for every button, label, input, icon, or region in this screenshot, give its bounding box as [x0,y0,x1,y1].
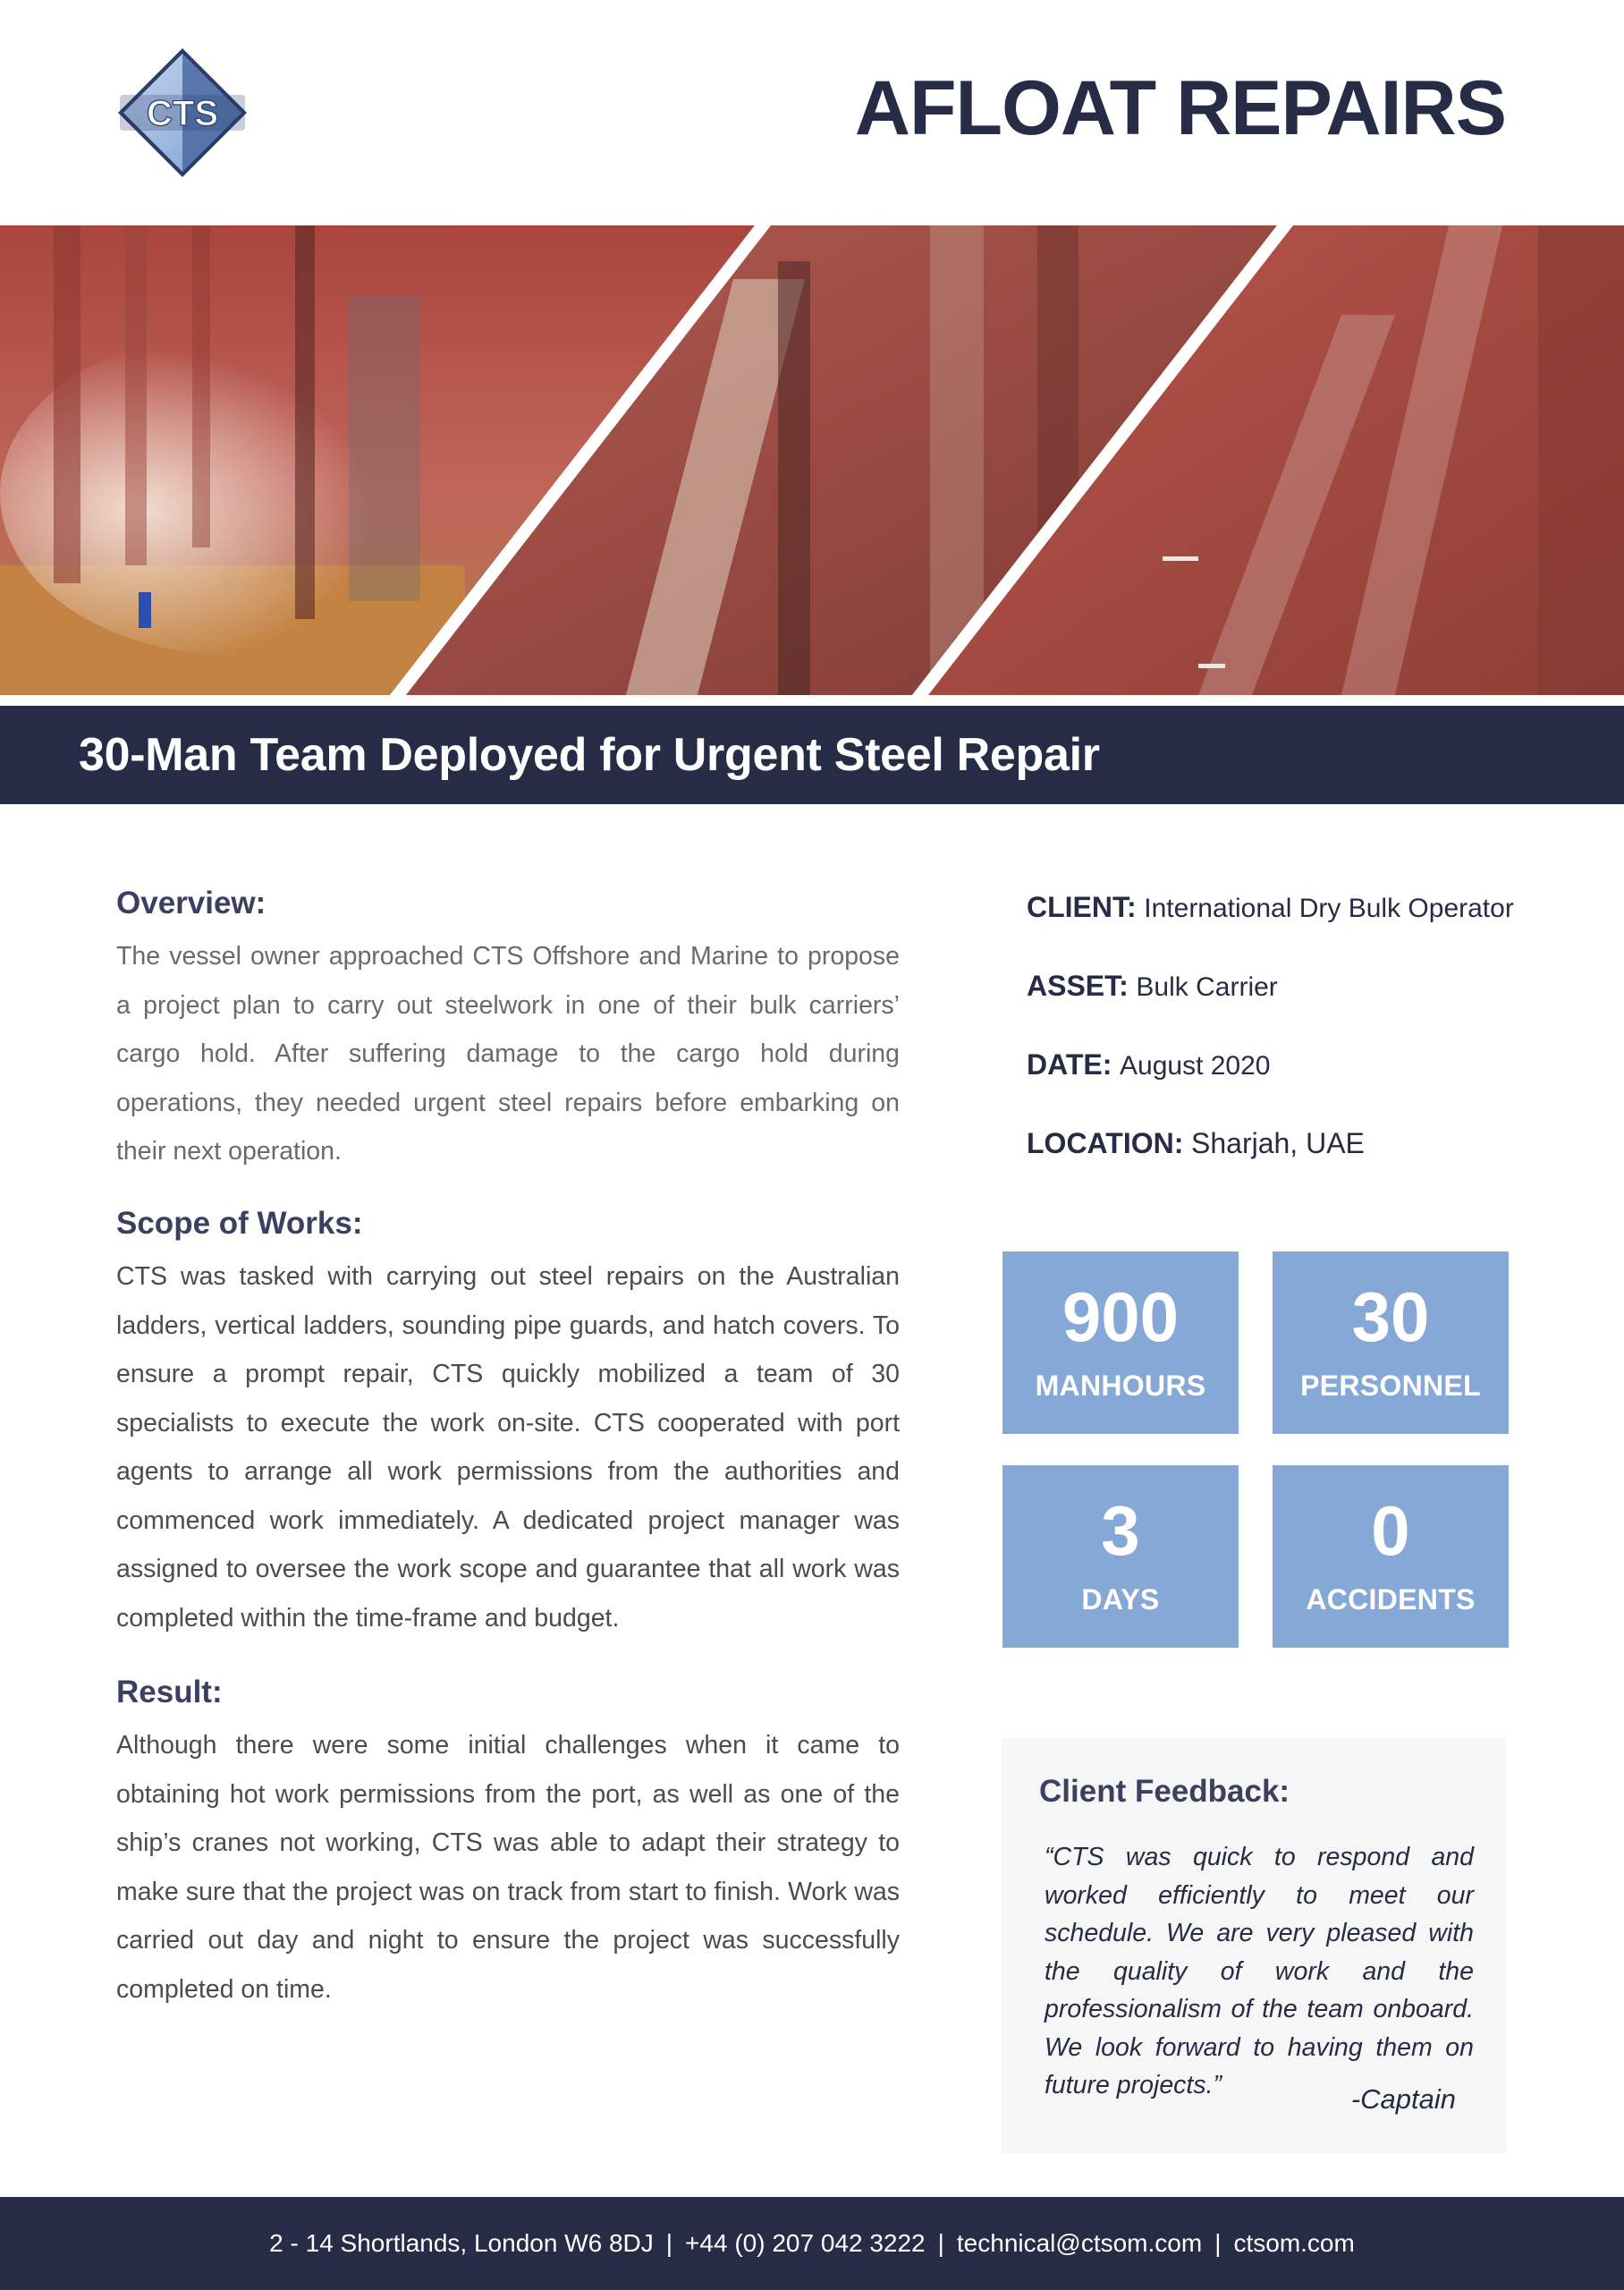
client-value: International Dry Bulk Operator [1144,894,1514,923]
stat-label: MANHOURS [1035,1370,1206,1402]
result-section [116,1675,900,2014]
footer-email[interactable]: technical@ctsom.com [956,2229,1203,2257]
location-value: Sharjah, UAE [1191,1127,1365,1159]
stat-accidents [1273,1465,1509,1648]
scope-heading: Scope of Works: [116,1206,363,1241]
headline: 30-Man Team Deployed for Urgent Steel Repair [79,729,1100,781]
location-label: LOCATION: [1027,1127,1184,1159]
logo-text: CTS [147,94,218,133]
stat-manhours [1002,1251,1239,1434]
overview-section [116,886,900,1176]
date-label: DATE: [1027,1048,1112,1081]
scope-body: CTS was tasked with carrying out steel repairs on the Australian ladders, vertical ladders, sounding pipe guards, and hatch covers. To ensure a prompt repair, CTS quickly mobilized a team of 30 specialists to execute the work on-site. CTS cooperated with port agents to arrange all work permissions from the authorities and commenced work immediately. A dedicated project manager was assigned to oversee the work scope and guarantee that all work was completed within the time-frame and budget. [116,1262,900,1633]
footer-separator: | [937,2229,944,2257]
footer-separator: | [665,2229,673,2257]
footer [0,2197,1624,2290]
stat-label: DAYS [1081,1583,1160,1616]
footer-separator: | [1214,2229,1222,2257]
stat-value: 3 [1101,1491,1140,1570]
footer-address: 2 - 14 Shortlands, London W6 8DJ [269,2229,654,2257]
cts-logo [114,47,250,179]
date-value: August 2020 [1120,1051,1271,1081]
overview-body: The vessel owner approached CTS Offshore and Marine to propose a project plan to carry out steelwork in one of their bulk carriers’ cargo hold. After suffering damage to the cargo hold during operations, they needed urgent steel repairs before embarking on their next operation. [116,942,900,1166]
feedback-heading: Client Feedback: [1039,1774,1290,1809]
hero-divider [0,695,1624,706]
feedback-quote: “CTS was quick to respond and worked efficiently to meet our schedule. We are very pleased with the quality of work and the professionalism of the team onboard. We look forward to having them on future projects.” [1045,1843,1474,2099]
asset-label: ASSET: [1027,970,1129,1002]
stat-days [1002,1465,1239,1648]
footer-website[interactable]: ctsom.com [1233,2229,1355,2257]
headline-bar [0,706,1624,804]
document-title: AFLOAT REPAIRS [854,65,1506,151]
detail-asset [1027,970,1278,1003]
stat-value: 0 [1371,1491,1410,1570]
scope-section [116,1206,900,1642]
detail-client [1027,891,1514,924]
overview-heading: Overview: [116,886,266,920]
hero-photo-banner [0,225,1624,695]
result-heading: Result: [116,1675,223,1709]
result-body: Although there were some initial challenges when it came to obtaining hot work permissions from the port, as well as one of the ship’s cranes not working, CTS was able to adapt their strategy to make sure that the project was on track from start to finish. Work was carried out day and night to ensure the project was successfully completed on time. [116,1731,900,2004]
asset-value: Bulk Carrier [1136,972,1278,1002]
detail-location [1027,1127,1365,1160]
stat-label: ACCIDENTS [1306,1583,1476,1616]
stat-personnel [1273,1251,1509,1434]
client-label: CLIENT: [1027,891,1137,923]
stat-value: 30 [1351,1277,1430,1356]
stat-label: PERSONNEL [1300,1370,1481,1402]
feedback-signature: -Captain [1350,2083,1456,2115]
client-feedback-card [1002,1738,1506,2153]
stat-value: 900 [1062,1277,1180,1356]
detail-date [1027,1048,1271,1081]
footer-phone[interactable]: +44 (0) 207 042 3222 [685,2229,926,2257]
